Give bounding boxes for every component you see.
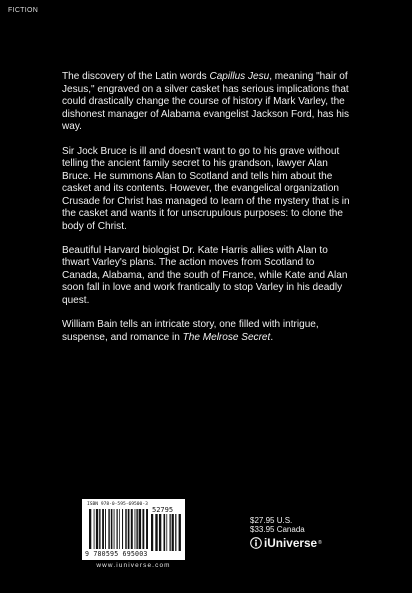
price-us: $27.95 U.S. (250, 516, 293, 525)
publisher-logo-text: iUniverse (264, 536, 318, 550)
blurb-text (62, 71, 352, 356)
price-canada: $33.95 Canada (250, 525, 305, 534)
isbn-label: ISBN 978-0-595-69500-3 (87, 502, 148, 507)
iuniverse-logo-icon (250, 537, 262, 549)
barcode-digits: 9 780595 695003 (85, 550, 148, 558)
blurb-paragraph-1: The discovery of the Latin words Capillus Jesu, meaning "hair of Jesus," engraved on a silver casket has serious implications that could drastically change the course of history if Mark Varley, the dishonest manager of Alabama evangelist Jackson Ford, has his way. (62, 71, 350, 133)
barcode-addon-code: 52795 (152, 506, 174, 514)
blurb-paragraph-3: Beautiful Harvard biologist Dr. Kate Harris allies with Alan to thwart Varley's plans. The action moves from Scotland to Canada, Alabama, and the south of France, while Kate and Alan soon fall in love and work frantically to stop Varley in his deadly quest. (62, 244, 348, 306)
blurb-paragraph-4: William Bain tells an intricate story, one filled with intrigue, suspense, and romance in The Melrose Secret. (62, 319, 319, 343)
price-block (250, 516, 305, 534)
book-title-italic: The Melrose Secret (182, 331, 271, 343)
iuniverse-logo (250, 536, 322, 550)
latin-phrase: Capillus Jesu (209, 71, 270, 82)
publisher-url: www.iuniverse.com (96, 562, 171, 569)
genre-label: FICTION (8, 7, 39, 14)
isbn-barcode (82, 499, 185, 560)
blurb-paragraph-2: Sir Jock Bruce is ill and doesn't want to go to his grave without telling the ancient family secret to his grandson, lawyer Alan Bruce. He summons Alan to Scotland and tells him about the casket and its contents. However, the evangelical organization Crusade for Christ has managed to learn of the mystery that is in the casket and wants it for unscrupulous purposes: to clone the body of Christ. (62, 145, 350, 233)
trademark-symbol: ® (318, 540, 322, 546)
